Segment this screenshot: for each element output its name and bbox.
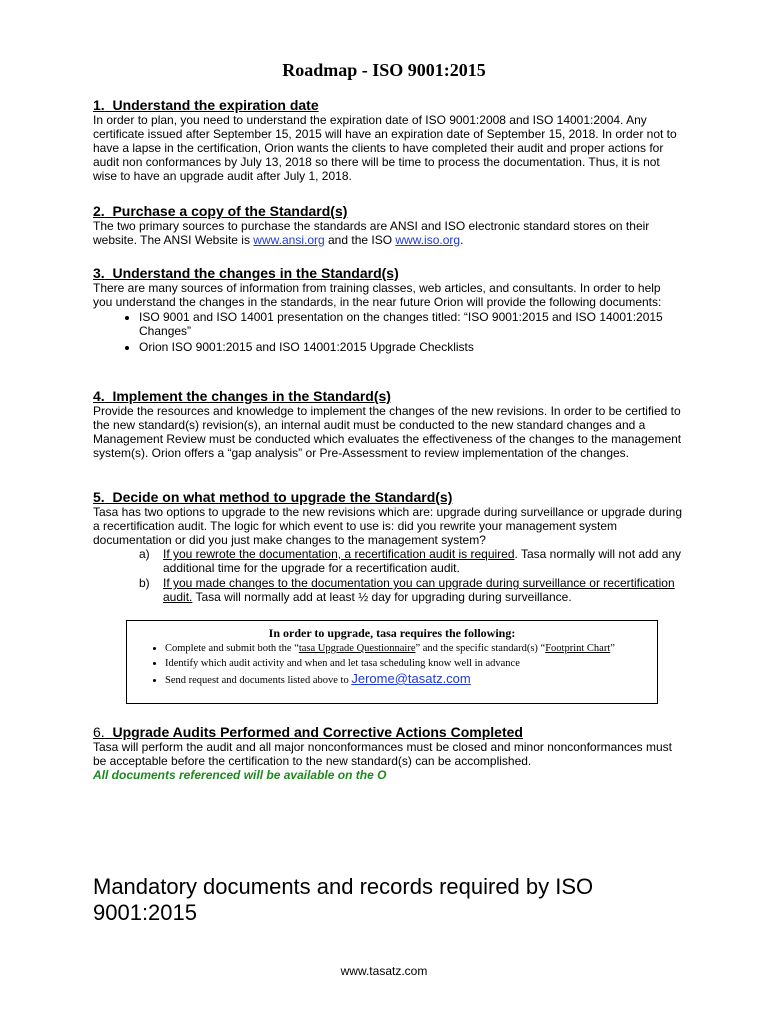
- option-a-text: . Tasa normally will not add any additional time for the upgrade for a recertification audit.: [163, 547, 682, 575]
- section-2: [93, 203, 683, 247]
- email-link[interactable]: Jerome@tasatz.com: [351, 671, 471, 686]
- req-1-text-b: ” and the specific standard(s) “: [415, 643, 546, 654]
- ansi-link[interactable]: www.ansi.org: [253, 233, 325, 247]
- section-1: [93, 97, 683, 183]
- list-item: [139, 576, 683, 604]
- section-1-number: 1.: [93, 97, 105, 113]
- section-2-heading: [93, 203, 683, 219]
- page-title: Roadmap - ISO 9001:2015: [282, 60, 486, 80]
- option-a-emphasis: If you rewrote the documentation, a recertification audit is required: [163, 547, 515, 561]
- section-5-options: [93, 547, 683, 604]
- req-1-text-c: ”: [610, 643, 615, 654]
- section-2-text-a: The two primary sources to purchase the standards are ANSI and ISO electronic standard stores on their website. The ANSI Website is: [93, 219, 650, 247]
- list-item: [165, 672, 657, 687]
- footer-url: www.tasatz.com: [340, 964, 428, 978]
- section-3-number: 3.: [93, 265, 105, 281]
- option-b-text: Tasa will normally add at least ½ day for upgrading during surveillance.: [192, 590, 572, 604]
- section-4-title: Implement the changes in the Standard(s): [112, 388, 391, 404]
- footprint-chart-ref: Footprint Chart: [545, 643, 611, 654]
- section-3-title: Understand the changes in the Standard(s): [112, 265, 399, 281]
- section-2-text-b: and the ISO: [324, 233, 396, 247]
- questionnaire-ref: tasa Upgrade Questionnaire: [298, 643, 416, 654]
- section-3-heading: [93, 265, 683, 281]
- section-1-body: In order to plan, you need to understand the expiration date of ISO 9001:2008 and ISO 14001:2004. Any certificate issued after September 15, 2015 will have an expiration date of September 15, 2018. In order not to have a lapse in the certification, Orion wants the clients to have completed their audit and proper actions for audit non conformances by July 13, 2018 so there will be time to process the documentation. Thus, it is not wise to have an upgrade audit after July 1, 2018.: [93, 113, 677, 183]
- section-3-body: There are many sources of information from training classes, web articles, and consultants. In order to help you understand the changes in the standards, in the near future Orion will provide the following documents:: [93, 281, 662, 309]
- list-item: [139, 547, 683, 575]
- iso-link[interactable]: www.iso.org: [395, 233, 461, 247]
- section-5-heading: [93, 489, 683, 505]
- section-5: [93, 489, 683, 605]
- option-a-marker: a): [139, 547, 150, 561]
- option-b-emphasis: If you made changes to the documentation you can upgrade during surveillance or recertification audit.: [163, 576, 675, 604]
- section-6-number: 6.: [93, 724, 105, 740]
- section-6-title: Upgrade Audits Performed and Corrective Actions Completed: [112, 724, 523, 740]
- requirements-box-title: In order to upgrade, tasa requires the following:: [268, 626, 516, 640]
- section-4-heading: [93, 388, 683, 404]
- section-6: [93, 724, 683, 782]
- section-5-title: Decide on what method to upgrade the Standard(s): [112, 489, 453, 505]
- section-4-number: 4.: [93, 388, 105, 404]
- section-2-body: [93, 219, 683, 247]
- requirements-box: [126, 620, 658, 704]
- section-2-title: Purchase a copy of the Standard(s): [112, 203, 348, 219]
- requirements-list: [127, 642, 657, 687]
- list-item: • Orion ISO 9001:2015 and ISO 14001:2015 Upgrade Checklists: [139, 340, 683, 354]
- section-1-heading: [93, 97, 683, 113]
- section-3-bullets: [93, 310, 683, 354]
- list-item: • Identify which audit activity and when and let tasa scheduling know well in advance: [165, 657, 657, 670]
- list-item: • ISO 9001 and ISO 14001 presentation on the changes titled: “ISO 9001:2015 and ISO 14001:2015 Changes”: [139, 310, 683, 338]
- section-6-body: Tasa will perform the audit and all major nonconformances must be closed and minor nonconformances must be acceptable before the certification to the new standard(s) can be accomplished.: [93, 740, 672, 768]
- section-3: [93, 265, 683, 356]
- section-4-body: Provide the resources and knowledge to implement the changes of the new revisions. In order to be certified to the new standard(s) revision(s), an internal audit must be conducted to the new standard changes and a Management Review must be conducted which evaluates the effectiveness of the changes to the management system(s). Orion offers a “gap analysis” or Pre-Assessment to review implementation of the changes.: [93, 404, 682, 460]
- section-5-body: Tasa has two options to upgrade to the new revisions which are: upgrade during surveillance or upgrade during a recertification audit. The logic for which event to use is: did you rewrite your management system documentation or did you just make changes to the management system?: [93, 505, 683, 547]
- section-6-heading: [93, 724, 683, 740]
- section-2-number: 2.: [93, 203, 105, 219]
- section-1-title: Understand the expiration date: [112, 97, 319, 113]
- section-5-number: 5.: [93, 489, 105, 505]
- section-4: [93, 388, 683, 460]
- section-2-text-c: .: [460, 233, 464, 247]
- availability-note: All documents referenced will be available on the O: [93, 768, 387, 782]
- list-item: [165, 642, 657, 655]
- option-b-marker: b): [139, 576, 150, 590]
- req-1-text-a: Complete and submit both the “: [165, 643, 299, 654]
- req-3-text: Send request and documents listed above to: [165, 675, 352, 686]
- mandatory-documents-heading: Mandatory documents and records required by ISO 9001:2015: [93, 874, 594, 925]
